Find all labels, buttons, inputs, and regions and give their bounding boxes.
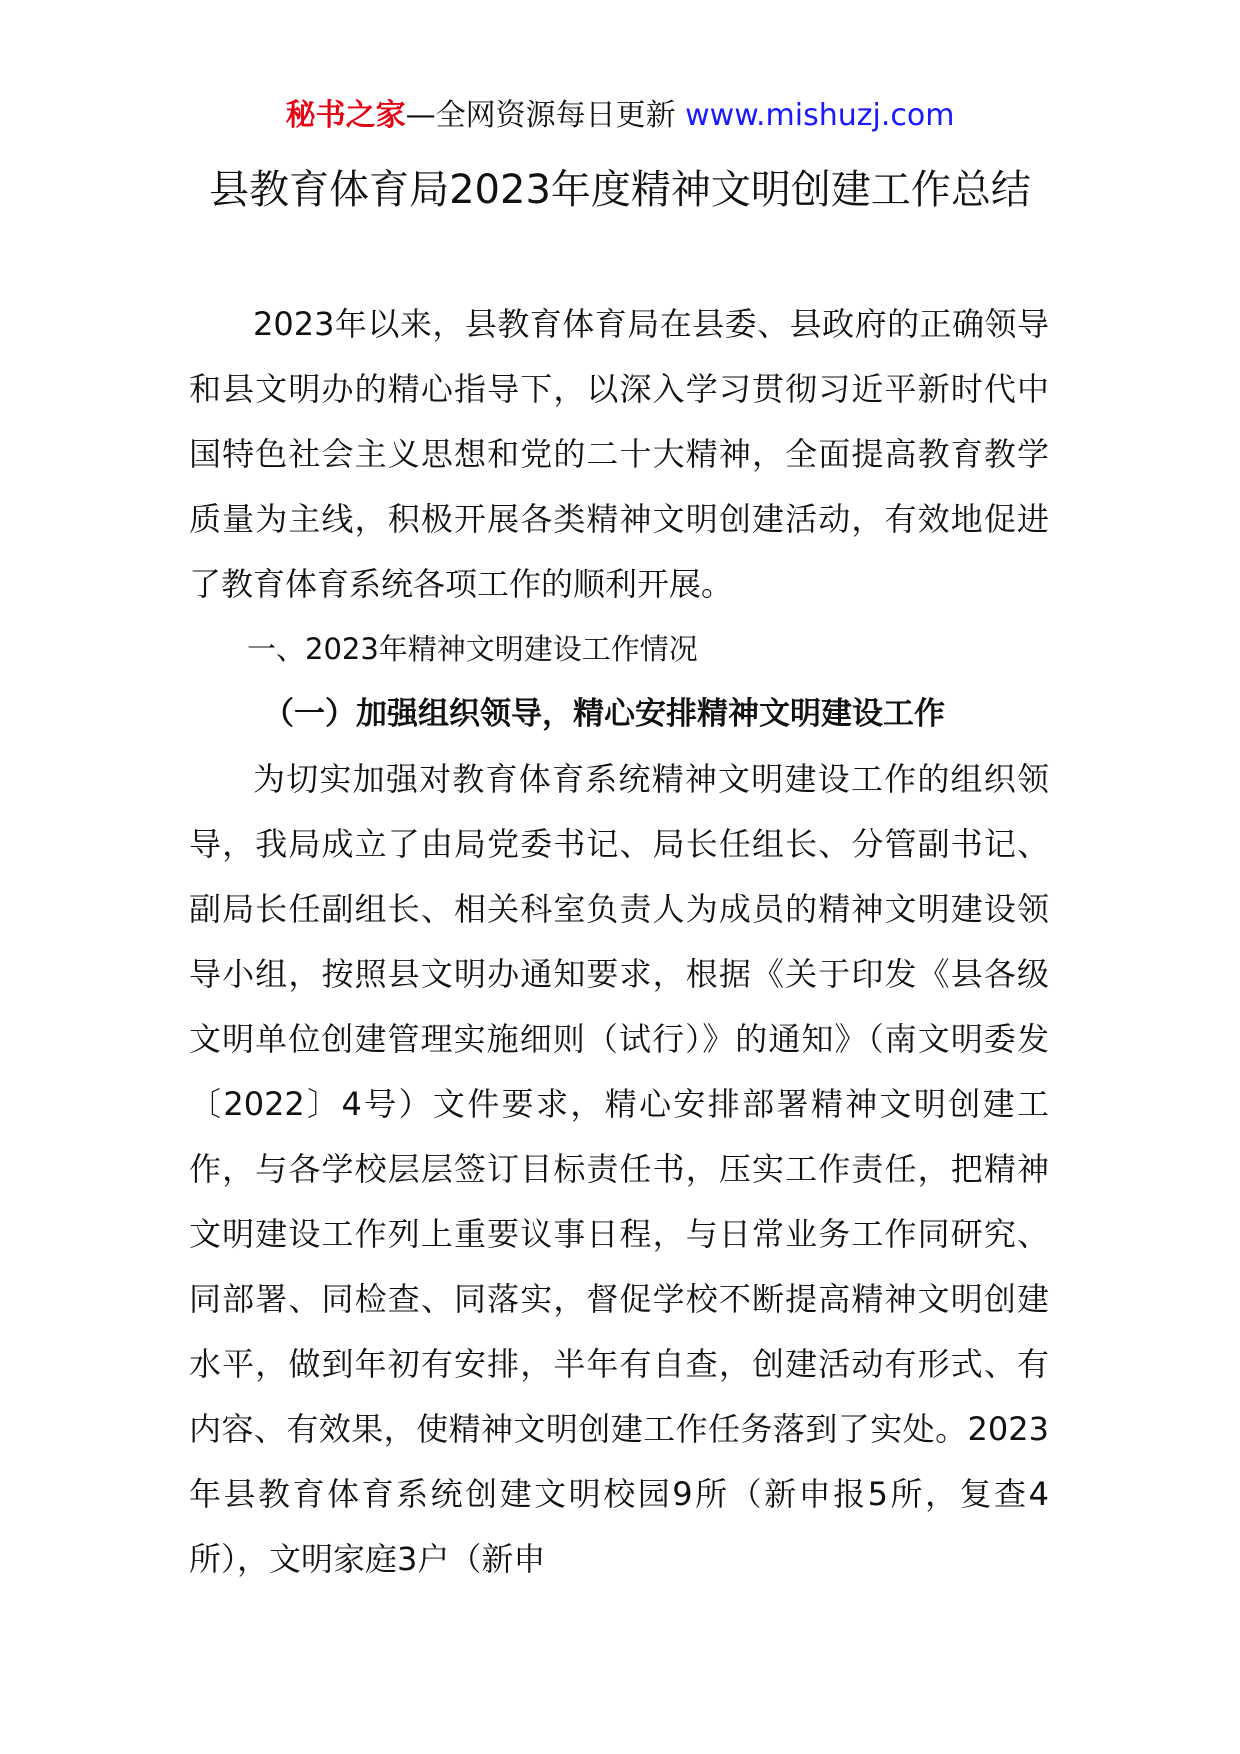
brand-tagline: —全网资源每日更新 [405, 98, 676, 133]
subsection-heading: （一）加强组织领导，精心安排精神文明建设工作 [263, 696, 945, 732]
document-body [189, 292, 1049, 1592]
intro-paragraph: 2023年以来，县教育体育局在县委、县政府的正确领导和县文明办的精心指导下，以深入学习贯彻习近平新时代中国特色社会主义思想和党的二十大精神，全面提高教育教学质量为主线，积极开展各类精神文明创建活动，有效地促进了教育体育系统各项工作的顺利开展。 [189, 305, 1049, 603]
site-header [0, 96, 1240, 136]
body-paragraph: 为切实加强对教育体育系统精神文明建设工作的组织领导，我局成立了由局党委书记、局长任组长、分管副书记、副局长任副组长、相关科室负责人为成员的精神文明建设领导小组，按照县文明办通知要求，根据《关于印发《县各级文明单位创建管理实施细则（试行）》的通知》（南文明委发〔2022〕4号）文件要求，精心安排部署精神文明创建工作，与各学校层层签订目标责任书，压实工作责任，把精神文明建设工作列上重要议事日程，与日常业务工作同研究、同部署、同检查、同落实，督促学校不断提高精神文明创建水平，做到年初有安排，半年有自查，创建活动有形式、有内容、有效果，使精神文明创建工作任务落到了实处。2023年县教育体育系统创建文明校园9所（新申报5所，复查4所），文明家庭3户（新申 [189, 760, 1049, 1578]
section-heading: 一、2023年精神文明建设工作情况 [247, 632, 698, 666]
site-url-link[interactable]: www.mishuzj.com [685, 98, 955, 133]
document-title: 县教育体育局2023年度精神文明创建工作总结 [209, 167, 1031, 213]
brand-name: 秘书之家 [285, 98, 406, 133]
